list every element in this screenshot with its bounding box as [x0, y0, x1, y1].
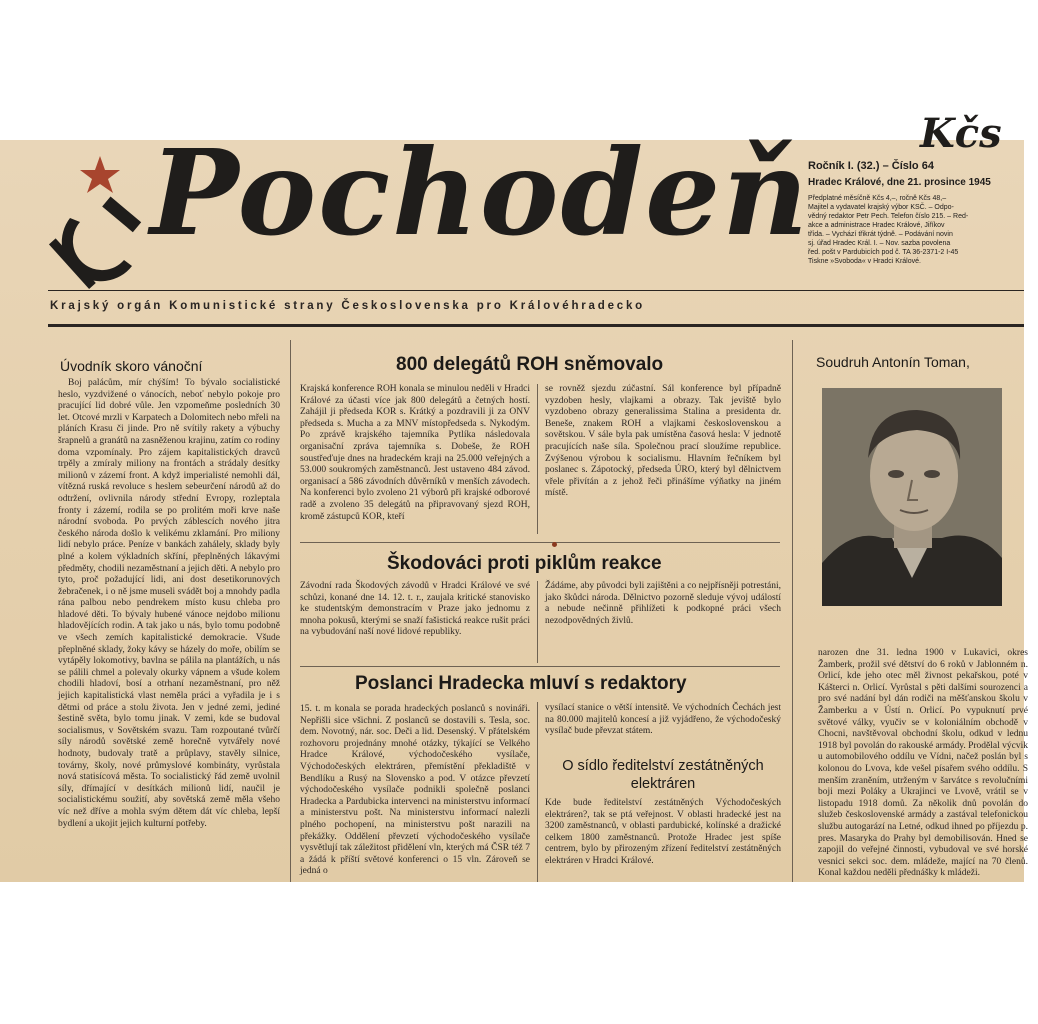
- column-divider: [792, 340, 793, 882]
- editorial-title: Úvodník skoro vánoční: [60, 358, 203, 374]
- skodovaci-headline: Škodováci proti piklům reakce: [387, 553, 662, 574]
- section-rule: [300, 666, 780, 667]
- masthead-rule-bottom: [48, 324, 1024, 327]
- hammer-sickle-icon: [49, 197, 141, 289]
- column-divider: [290, 340, 291, 882]
- newspaper-page: [0, 110, 1028, 882]
- masthead-title: Pochodeň: [150, 123, 810, 262]
- hammer-sickle-star-emblem: [50, 148, 150, 298]
- ink-stain: [552, 542, 557, 547]
- section-rule: [300, 542, 780, 543]
- roh-text-left: Krajská konference ROH konala se minulou neděli v Hradci Králové za účasti více jak 800 delegátů a četných hostí. Zahájil ji předseda KOR s. Krátký a pozdravili ji za ONV předseda s. Mucha a za MNV místopředseda s. Nykodým. Po zprávě krajského tajemníka Pytlíka následovala organisační zpráva tajemníka s. Dobeše, že ROH soustřeďuje dnes na hradeckém kraji na 25.000 veřejných a 53.000 soukromých zaměstnanců. Jest ustaveno 484 závod. organisací a 586 závodních důvěrníků v menších závodech. Na konferenci bylo zvoleno 21 výborů při krajské odborové radě a zvoleno 35 delegátů na připravovaný sjezd ROH, kromě zástupců KOR, kteří: [300, 384, 530, 522]
- skodovaci-text-left: Závodní rada Škodových závodů v Hradci Králové ve své schůzi, konané dne 14. 12. t. r., zaujala kritické stanovisko ke studentským demonstracím v Praze jako jednomu z mnoha pokusů, kterými se snaží fašistická reakce rušit práci na vybudování naší nové lidové republiky.: [300, 581, 530, 638]
- toman-text: narozen dne 31. ledna 1900 v Lukavici, okres Žamberk, prožil své dětství do 6 roků v Jablonném n. Orlicí, kde jeho otec měl živnost pekařskou, poté v Kášterci n. Orlicí. Vyrůstal s pěti dalšími sourozenci a pro své nadání byl dán rodiči na měšťanskou školu v Žamberku a v Ústí n. Orlicí. Po vypuknutí prvé světové války, vyučiv se v koloniálním obchodě v Chocni, navštěvoval obchodní školu, odkud v lednu 1918 byl povolán do rakouské armády. Prodělal výcvik u automobilového oddílu ve Vídni, načež poslán byl s kolonou do Lvova, kde vešel písařem svého oddílu. S menším zraněním, utrženým v šarvátce s revolučními boji mezi Poláky a Ukrajinci ve Lvově, vrátil se v listopadu 1918 domů. Za několik dnů povolán do služeb československé armády a zastával telefonickou službu autogarází na Letné, odkud ihned po příjezdu p. pres. Masaryka do Prahy byl demobilisován. Hned se zapojil do veřejné činnosti, vybudoval ve své horské vesnici sekci soc. dem. mládeže, mající na 70 členů. Konal každou neděli přednášky k mládeži.: [818, 648, 1028, 879]
- roh-headline: 800 delegátů ROH sněmovalo: [396, 354, 664, 375]
- publisher-info-block: [808, 160, 1038, 266]
- column-divider: [537, 384, 538, 534]
- publisher-details: Předplatné měsíčně Kčs 4,–, ročně Kčs 48,– Majitel a vydavatel krajský výbor KSČ. – Odpo- vědný redaktor Petr Pech. Telefon číslo 215. – Red- akce a administrace Hradec Králové, Jiříkov třída. – Vychází třikrát týdně. – Podávání novin sj. úřad Hradec Král. I. – Nov. sazba povolena řed. pošt v Pardubicích pod č. TA 36-2371-2 I-45 Tiskne »Svoboda« v Hradci Králové.: [808, 195, 969, 265]
- place-date: Hradec Králové, dne 21. prosince 1945: [808, 177, 991, 188]
- editorial-text: Boj palácům, mír chýším! To bývalo socialistické heslo, vyzdvižené o vánocích, neboť nebylo pokoje pro pracující lid dobré vůle. Jen vzpomeňme posledních 30 let. Otcové mrzli v Karpatech a Dolomitech nebo mřeli na pláních Krasu či jinde. Pro ně svítily rakety a výbuchy šrapnelů a granátů na zasněženou krajinu, zatím co rodiny doma vzpomínaly. Pro zájem kapitalistických dravců trpěly a zmíraly miliony na frontách a strádaly desítky milionů v zázemí front. A když imperialisté nemohli dál, vítězná ruská revoluce s heslem sebeurčení národů až do odtržení, ovlivnila národy střední Evropy, rozleptala fronty i zázemí, rodila se po prolitém moři krve naše národní svoboda. Po prvých záblescích nového jitra českého národa došlo k velikému zklamání. Pro miliony lidí nebylo práce. Peníze v bankách zahálely, sklady byly plné a kolem výkladních skříní, přeplněných lákavými předměty, chodili nezaměstnaní a jejich děti. A nebylo pro tyto, proč požadující lidi, ani dost desetikorunových žebračenek, i o ně jsme museli svádět boj a mnohdy padla rána palbou nebo pendrekem místo kusu chleba pro hladové děti. To bývaly hubené vánoce nejdobo milionu hladovějících rodin. A tak jako u nás, bylo tomu podobně ve všech zemích kapitalistické demokracie. Všude přeplněné sklady, žoky kávy se házely do moře, obilím se vytápěly lokomotivy, bavlna se pálila na plantážích, u nás se pálili chmel a polevaly okurky vápnem a všude kolem chodili hladoví, bosí a otrhaní nezaměstnaní, pro něž jejich kapitalistická vlast neměla práci a vyřadila je i s dětmi od práce a stolu života. Jen v jedné zemi, jediné šestině světa, bylo tomu jinak. V zemi, kde se budoval socialismus, v Sovětském svazu. Tam rozpoutané tvůrčí síly národů sovětské země horečně vytvářely nové hodnoty, budovaly tratě a průplavy, stavěly silnice, továrny, školy, nové průmyslové kombináty, vyrůstala nová statisícová města. To socialistický řád země uvolnil síly, dřímající v desítkách milionů lidí, naučil je socialistickému soužití, aby sovětská země měla všeho víc než dříve a mohla svým dětem dát víc chleba, lepší bydlení a ukojit jejich kulturní potřeby.: [58, 378, 280, 829]
- toman-title: Soudruh Antonín Toman,: [816, 354, 970, 370]
- red-star-icon: [80, 156, 120, 193]
- masthead-rule-top: [48, 290, 1024, 291]
- column-divider: [537, 581, 538, 663]
- poslanci-headline: Poslanci Hradecka mluví s redaktory: [355, 673, 687, 694]
- poslanci-text: 15. t. m konala se porada hradeckých poslanců s novináři. Nepřišli sice všichni. Z poslanců se dostavili s. Tesla, soc. dem. Novotný, nár. soc. Deči a lid. Desenský. V přátelském rozhovoru projednány mnohé otázky, týkající se Velkého Hradce Králové, východočeského vysílače, Východočeských elektráren, přemístění překladiště v Bendlíku a Rusý na Slovensko a pod. V otázce převzetí východočeského vysílače podnikli společně poslanci Hradecka a Pardubicka intervenci na ministerstvu informací a ministerstvu pošt. Na ministerstvu informací nalezli plného pochopení, na ministerstvu pošt narazili na překážky. Oddělení převzetí východočeského vysílače vysvětlují tak záležitost přidělení vln, kterých má ČSR též 7 a žádá k příští světové konferenci o 15 vln. Zároveň se jedná o: [300, 704, 530, 877]
- column-divider: [537, 702, 538, 882]
- skodovaci-text-right: Žádáme, aby původci byli zajištěni a co nejpřísněji potrestáni, jako škůdci národa. Dělnictvo pozorně sleduje vývoj událostí a nebude nečinně přihlížeti k podkopné práci všech nezodpovědných živlů.: [545, 581, 781, 626]
- masthead-edge-text: Kčs: [920, 110, 1002, 157]
- reditelstvi-text: Kde bude ředitelství zestátněných Východočeských elektráren?, tak se ptá veřejnost. V oblasti hradecké jest na 3200 zaměstnanců, v oblasti pardubické, kolínské a dražické celkem 1800 zaměstnanců. Protože Hradec jest spíše centrem, bylo by přirozeným zřízení ředitelství zestátněných elektráren v Hradci Králové.: [545, 798, 781, 866]
- edition-number: Ročník I. (32.) – Číslo 64: [808, 160, 934, 172]
- masthead-subtitle: Krajský orgán Komunistické strany Československa pro Královéhradecko: [50, 300, 645, 312]
- roh-text-right: se rovněž sjezdu zúčastní. Sál konference byl případně vyzdoben hesly, vlajkami a obrazy. Tak jeviště bylo vyzdobeno obrazy generalissima Stalina a presidenta dr. Beneše, znakem ROH a vlajkami československou a sovětskou. V sále byla pak umístěna časová hesla: V jednotě pracujících naše síla. Společnou prací sloužíme republice. Zvýšenou výrobou k socialismu. Hlavním řečníkem byl poslanec s. Zápotocký, předseda ÚRO, který byl dělnictvem vřele přivítán a z jehož řeči přinášíme výňatky na jiném místě.: [545, 384, 781, 499]
- poslanci-text-continued: vysílací stanice o větší intensitě. Ve východních Čechách jest na 80.000 majitelů koncesí a již vyjádřeno, že východočeský vysílač bude převzat státem.: [545, 703, 781, 737]
- reditelstvi-headline: O sídlo ředitelství zestátněných elektráren: [562, 758, 764, 792]
- portrait-photo: [822, 388, 1002, 606]
